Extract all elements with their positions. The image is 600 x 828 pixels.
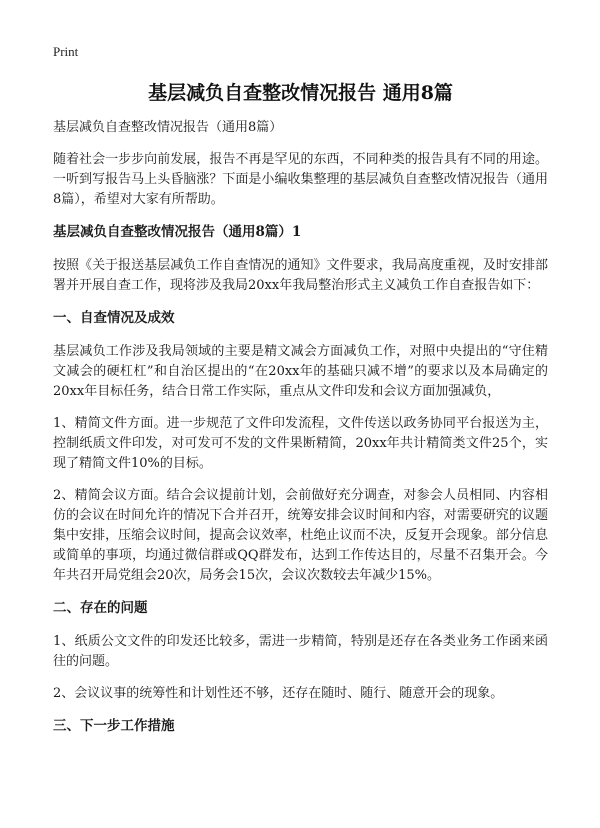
- intro-paragraph: 随着社会一步步向前发展，报告不再是罕见的东西，不同种类的报告具有不同的用途。一听到写报告马上头昏脑涨？下面是小编收集整理的基层减负自查整改情况报告（通用8篇），希望对大家有所帮助。: [53, 152, 548, 207]
- paragraph-overview: 基层减负工作涉及我局领域的主要是精文减会方面减负工作，对照中央提出的“守住精文减会的硬杠杠”和自治区提出的“在20xx年的基础只减不增”的要求以及本局确定的20xx年目标任务，结合日常工作实际，重点从文件印发和会议方面加强减负，: [53, 344, 548, 399]
- section-title: 基层减负自查整改情况报告（通用8篇）1: [53, 224, 302, 240]
- paragraph-notice: 按照《关于报送基层减负工作自查情况的通知》文件要求，我局高度重视，及时安排部署并开展自查工作，现将涉及我局20xx年我局整治形式主义减负工作自查报告如下：: [53, 258, 548, 293]
- document-subtitle: 基层减负自查整改情况报告（通用8篇）: [53, 120, 283, 135]
- page-title: 基层减负自查整改情况报告 通用8篇: [148, 82, 453, 104]
- paragraph-documents: 1、精简文件方面。进一步规范了文件印发流程，文件传送以政务协同平台报送为主，控制纸质文件印发，对可发可不发的文件果断精简，20xx年共计精简类文件25个，实现了精简文件10%的目标。: [53, 416, 548, 471]
- print-label: Print: [53, 44, 79, 59]
- paragraph-problem-1: 1、纸质公文文件的印发还比较多，需进一步精简，特别是还存在各类业务工作函来函往的问题。: [53, 634, 548, 669]
- heading-next-steps: 三、下一步工作措施: [53, 718, 175, 734]
- paragraph-meetings: 2、精简会议方面。结合会议提前计划，会前做好充分调查，对参会人员相同、内容相仿的会议在时间允许的情况下合并召开，统筹安排会议时间和内容，对需要研究的议题集中安排，压缩会议时间，提高会议效率，杜绝止议而不决，反复开会现象。部分信息或简单的事项，均通过微信群或QQ群发布，达到工作传达目的，尽量不召集开会。今年共召开局党组会20次，局务会15次，会议次数较去年减少15%。: [53, 488, 548, 583]
- paragraph-problem-2: 2、会议议事的统筹性和计划性还不够，还存在随时、随行、随意开会的现象。: [53, 686, 504, 701]
- heading-problems: 二、存在的问题: [53, 600, 148, 616]
- heading-self-check: 一、自查情况及成效: [53, 310, 175, 326]
